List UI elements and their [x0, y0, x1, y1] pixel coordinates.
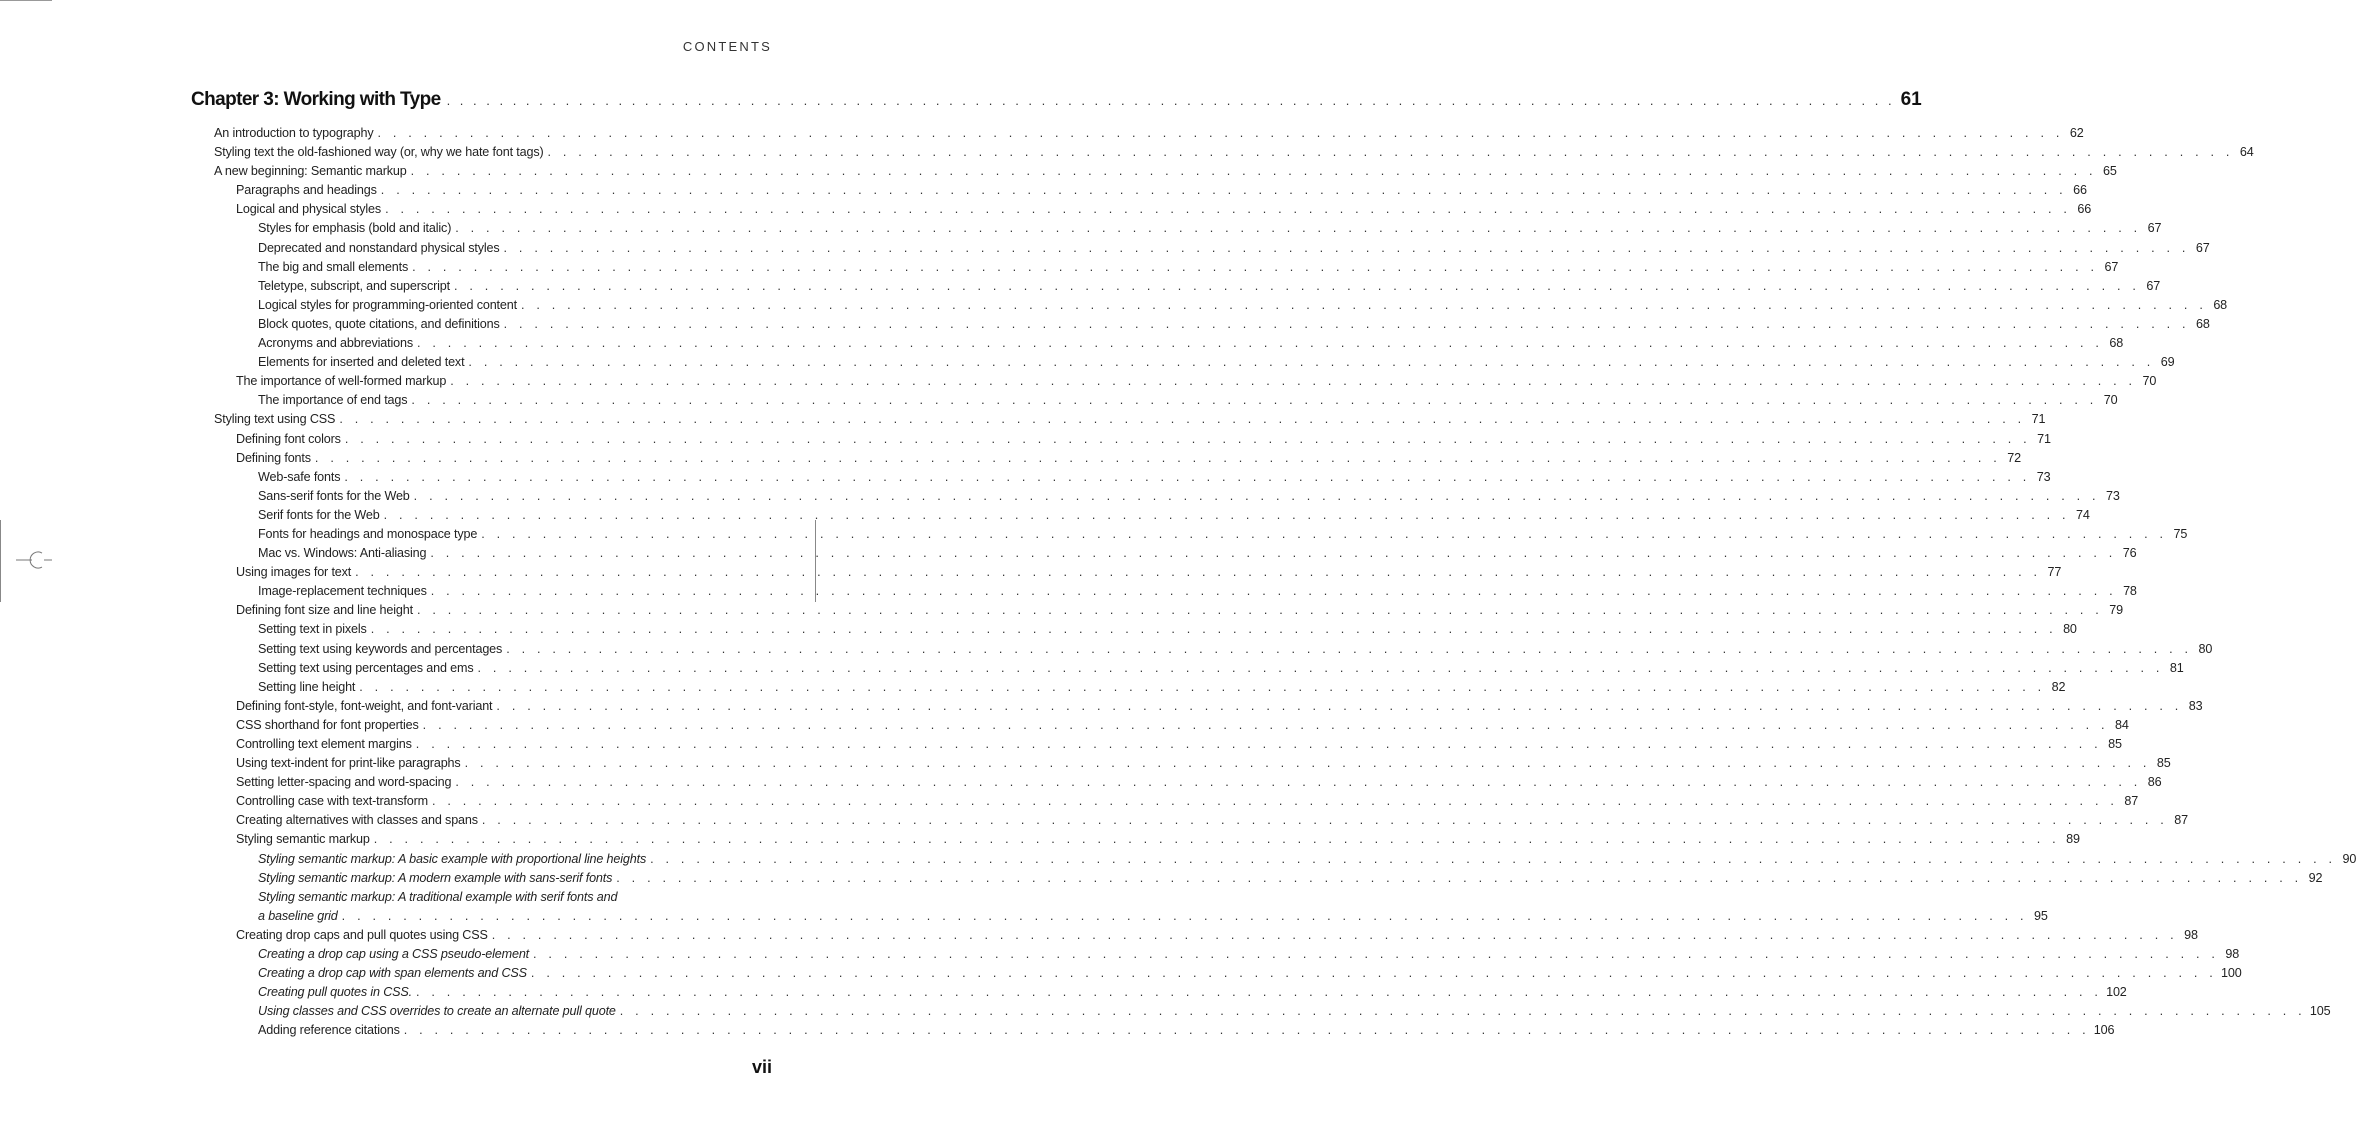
toc-entry[interactable] [214, 258, 2119, 277]
toc-entry-page-number: 84 [2115, 717, 2129, 732]
toc-entry-label: The big and small elements [258, 259, 409, 274]
toc-entry-page-number: 70 [2103, 393, 2118, 408]
toc-entry[interactable] [214, 850, 2356, 869]
toc-entry[interactable] [214, 945, 2240, 964]
toc-entry[interactable] [214, 754, 2171, 773]
toc-leader-dots: . . . . . . . . . . . . . . . . . . . . . . . . . . . . . . . . . . . . . . . . . . . . . . . . . . . . . . . . . . . . . . . . . . . . . . . . . . . . . . . . . . . . . . . . . . . . . . . . . . . . . . . . . . . . . . [416, 603, 2104, 618]
toc-leader-dots: . . . . . . . . . . . . . . . . . . . . . . . . . . . . . . . . . . . . . . . . . . . . . . . . . . . . . . . . . . . . . . . . . . . . . . . . . . . . . . . . . . . . . . . . . . . . . . . . . . . . . . . . . . . . . . [431, 794, 2119, 809]
toc-leader-dots: . . . . . . . . . . . . . . . . . . . . . . . . . . . . . . . . . . . . . . . . . . . . . . . . . . . . . . . . . . . . . . . . . . . . . . . . . . . . . . . . . . . . . . . . . . . . . . . . . . . . . . . . . . . . . . [450, 374, 2137, 389]
toc-entry-page-number: 73 [2036, 469, 2051, 484]
toc-entry-page-number: 72 [2007, 450, 2021, 465]
toc-entry[interactable] [214, 219, 2162, 238]
toc-leader-dots: . . . . . . . . . . . . . . . . . . . . . . . . . . . . . . . . . . . . . . . . . . . . . . . . . . . . . . . . . . . . . . . . . . . . . . . . . . . . . . . . . . . . . . . . . . . . . . . . . . . . . . . . . . . . . . [341, 908, 2028, 923]
toc-entry-label: Web-safe fonts [258, 469, 341, 484]
toc-entry[interactable] [214, 792, 2139, 811]
toc-entry-page-number: 69 [2160, 355, 2175, 370]
toc-entry-label: The importance of well-formed markup [236, 374, 447, 389]
toc-entry[interactable] [214, 162, 2117, 181]
toc-entry-label: Serif fonts for the Web [258, 507, 380, 522]
toc-entry-label: Teletype, subscript, and superscript [258, 278, 450, 293]
toc-entry-page-number: 67 [2147, 221, 2162, 236]
toc-leader-dots: . . . . . . . . . . . . . . . . . . . . . . . . . . . . . . . . . . . . . . . . . . . . . . . . . . . . . . . . . . . . . . . . . . . . . . . . . . . . . . . . . . . . . . . . . . . . . . . . . . . . . . . . . . . . . . [412, 259, 2099, 274]
toc-leader-dots: . . . . . . . . . . . . . . . . . . . . . . . . . . . . . . . . . . . . . . . . . . . . . . . . . . . . . . . . . . . . . . . . . . . . . . . . . . . . . . . . . . . . . . . . . . . . . . . . . . . . . . . . . . . . . . [506, 641, 2193, 656]
toc-entry-page-number: 82 [2051, 679, 2066, 694]
toc-entry[interactable] [214, 678, 2066, 697]
toc-entry-page-number: 79 [2109, 603, 2124, 618]
toc-entry[interactable] [214, 506, 2090, 525]
toc-leader-dots: . . . . . . . . . . . . . . . . . . . . . . . . . . . . . . . . . . . . . . . . . . . . . . . . . . . . . . . . . . . . . . . . . . . . . . . . . . . . . . . . . . . . . . . . . . . . . . . . . . . . . . . . . . . . . . [413, 488, 2100, 503]
toc-entry[interactable] [214, 430, 2051, 449]
toc-entry-page-number: 83 [2188, 698, 2203, 713]
toc-entry-page-number: 85 [2156, 756, 2171, 771]
toc-entry-page-number: 106 [2093, 1023, 2115, 1038]
toc-entry-label: Styling text using CSS [214, 412, 336, 427]
toc-leader-dots: . . . . . . . . . . . . . . . . . . . . . . . . . . . . . . . . . . . . . . . . . . . . . . . . . . . . . . . . . . . . . . . . . . . . . . . . . . . . . . . . . . . . . . . . . . . . . . . . . . . . . . . . . . . . . . [616, 870, 2303, 885]
toc-leader-dots: . . . . . . . . . . . . . . . . . . . . . . . . . . . . . . . . . . . . . . . . . . . . . . . . . . . . . . . . . . . . . . . . . . . . . . . . . . . . . . . . . . . . . . . . . . . . . . . . . . . . . . . . . . . . . . [481, 526, 2168, 541]
toc-leader-dots: . . . . . . . . . . . . . . . . . . . . . . . . . . . . . . . . . . . . . . . . . . . . . . . . . . . . . . . . . . . . . . . . . . . . . . . . . . . . . . . . . . . . . . . . . . . . . . . . . . . . . . . . . . . . . . [411, 393, 2098, 408]
toc-entry[interactable] [214, 372, 2157, 391]
toc-entry[interactable] [214, 716, 2129, 735]
toc-entry[interactable] [214, 582, 2137, 601]
toc-leader-dots: . . . . . . . . . . . . . . . . . . . . . . . . . . . . . . . . . . . . . . . . . . . . . . . . . . . . . . . . . . . . . . . . . . . . . . . . . . . . . . . . . . . . . . . . . . . . . . . . . . . . . . . . . . . . . . [491, 927, 2178, 942]
toc-entry-page-number: 76 [2122, 546, 2137, 561]
toc-entry-page-number: 67 [2104, 259, 2119, 274]
toc-entry-label: Adding reference citations [258, 1023, 400, 1038]
toc-entry[interactable] [214, 1002, 2331, 1021]
toc-entry[interactable] [214, 449, 2021, 468]
toc-entry-label: Setting letter-spacing and word-spacing [236, 775, 452, 790]
toc-entry-page-number: 102 [2106, 985, 2127, 1000]
toc-leader-dots: . . . . . . . . . . . . . . . . . . . . . . . . . . . . . . . . . . . . . . . . . . . . . . . . . . . . . . . . . . . . . . . . . . . . . . . . . . . . . . . . . . . . . . . . . . . . . . . . . . . . . . . . . . . . . . [455, 221, 2142, 236]
toc-entry[interactable] [214, 907, 2048, 926]
toc-leader-dots: . . . . . . . . . . . . . . . . . . . . . . . . . . . . . . . . . . . . . . . . . . . . . . . . . . . . . . . . . . . . . . . . . . . . . . . . . . . . . . . . . . . . . . . . . . . . . . . . . . . . . . . . . . . . . . [530, 966, 2217, 981]
toc-entry-label: Paragraphs and headings [236, 183, 377, 198]
toc-entry-label: Setting text using percentages and ems [258, 660, 474, 675]
toc-entry-page-number: 67 [2146, 278, 2161, 293]
toc-entry-page-number: 105 [2309, 1004, 2331, 1019]
toc-entry[interactable] [214, 143, 2254, 162]
toc-leader-dots: . . . . . . . . . . . . . . . . . . . . . . . . . . . . . . . . . . . . . . . . . . . . . . . . . . . . . . . . . . . . . . . . . . . . . . . . . . . . . . . . . . . . . . . . . . . . . . . . . . . . . . . . . . . . . . [503, 240, 2190, 255]
toc-entry-label: Styling semantic markup: A modern example with sans-serif fonts [258, 870, 613, 885]
toc-entry-label: The importance of end tags [258, 393, 408, 408]
toc-entry-label: Setting text using keywords and percentages [258, 641, 503, 656]
toc-entry-page-number: 95 [2034, 908, 2048, 923]
toc-entry[interactable] [214, 697, 2203, 716]
toc-entry-page-number: 98 [2184, 927, 2198, 942]
toc-leader-dots: . . . . . . . . . . . . . . . . . . . . . . . . . . . . . . . . . . . . . . . . . . . . . . . . . . . . . . . . . . . . . . . . . . . . . . . . . . . . . . . . . . . . . . . . . . . . . . . . . . . . . . . . . . . . . . [415, 737, 2102, 751]
toc-entry-page-number: 87 [2124, 794, 2139, 809]
toc-entry[interactable] [214, 277, 2161, 296]
chapter-page-number: 61 [1900, 89, 1922, 110]
toc-entry[interactable] [214, 888, 753, 907]
toc-leader-dots: . . . . . . . . . . . . . . . . . . . . . . . . . . . . . . . . . . . . . . . . . . . . . . . . . . . . . . . . . . . . . . . . . . . . . . . . . . . . . . . . . . . . . . . . . . . . . . . . . . . . . . . . . . . . . . [547, 145, 2234, 160]
toc-entry[interactable] [214, 315, 2210, 334]
toc-entry[interactable] [214, 353, 2175, 372]
toc-leader-dots: . . . . . . . . . . . . . . . . . . . . . . . . . . . . . . . . . . . . . . . . . . . . . . . . . . . . . . . . . . . . . . . . . . . . . . . . . . . . . . . . . . . . . . . . . . . . . . . . . . . . . . . . . . . . . . [377, 126, 2064, 140]
toc-entry[interactable] [214, 487, 2120, 506]
toc-entry-page-number: 89 [2066, 832, 2080, 847]
toc-leader-dots: . . . . . . . . . . . . . . . . . . . . . . . . . . . . . . . . . . . . . . . . . . . . . . . . . . . . . . . . . . . . . . . . . . . . . . . . . . . . . . . . . . . . . . . . . . . . . . . . . . . . . . . . . . . . . . [520, 297, 2208, 312]
toc-entry-label: Controlling text element margins [236, 737, 412, 751]
toc-entry[interactable] [214, 124, 2084, 143]
running-head: CONTENTS [682, 39, 772, 54]
toc-entry-label: Fonts for headings and monospace type [258, 526, 478, 541]
toc-entry-page-number: 71 [2031, 412, 2046, 427]
toc-entry-page-number: 73 [2106, 488, 2120, 503]
toc-entry-label: Creating a drop cap using a CSS pseudo-element [258, 947, 530, 962]
toc-leader-dots: . . . . . . . . . . . . . . . . . . . . . . . . . . . . . . . . . . . . . . . . . . . . . . . . . . . . . . . . . . . . . . . . . . . . . . . . . . . . . . . . . . . . . . . . . . . . . . . . . . . . . . . . . . . . . . [370, 622, 2057, 637]
chapter-heading[interactable] [191, 89, 1922, 111]
toc-leader-dots: . . . . . . . . . . . . . . . . . . . . . . . . . . . . . . . . . . . . . . . . . . . . . . . . . . . . . . . . . . . . . . . . . . . . . . . . . . . . . . . . . . . . . . . . . . . . . . . . . . . . . . . . . . . . . . [416, 985, 2103, 1000]
toc-entry[interactable] [214, 869, 2323, 888]
toc-entry-label: Styling semantic markup: A traditional example with serif fonts and [258, 889, 618, 904]
toc-entry[interactable] [214, 640, 2213, 659]
toc-entry-page-number: 62 [2069, 126, 2084, 140]
toc-entry-label: Using text-indent for print-like paragraphs [236, 756, 461, 771]
toc-entry-label: Logical and physical styles [236, 202, 382, 217]
toc-entry[interactable] [214, 620, 2077, 639]
toc-entry[interactable] [214, 926, 2198, 945]
page-edge-left [0, 520, 1, 602]
toc-leader-dots: . . . . . . . . . . . . . . . . . . . . . . . . . . . . . . . . . . . . . . . . . . . . . . . . . . . . . . . . . . . . . . . . . . . . . . . . . . . . . . . . . . . . . . . . . . . . . . . . . . . . . . . . . . . . . . [496, 698, 2183, 713]
toc-entry[interactable] [214, 334, 2124, 353]
toc-entry-label: An introduction to typography [214, 126, 374, 140]
toc-entry-label: Using images for text [236, 565, 352, 580]
toc-entry-page-number: 80 [2063, 622, 2077, 637]
toc-entry-label: Elements for inserted and deleted text [258, 355, 465, 370]
toc-entry-label: Creating drop caps and pull quotes using CSS [236, 927, 488, 942]
toc-leader-dots: . . . . . . . . . . . . . . . . . . . . . . . . . . . . . . . . . . . . . . . . . . . . . . . . . . . . . . . . . . . . . . . . . . . . . . . . . . . . . . . . . . . . . . . . . . . . . . . . . . . . . . . . . . . . . . [383, 507, 2070, 522]
toc-entry-label: Sans-serif fonts for the Web [258, 488, 410, 503]
toc-entry-page-number: 65 [2102, 164, 2117, 179]
toc-entry[interactable] [214, 391, 2118, 410]
toc-leader-dots: . . . . . . . . . . . . . . . . . . . . . . . . . . . . . . . . . . . . . . . . . . . . . . . . . . . . . . . . . . . . . . . . . . . . . . . . . . . . . . . . . . . . . . . . . . . . . . . . . . . . . . . . . . . . . . [619, 1004, 2306, 1019]
toc-entry-page-number: 77 [2047, 565, 2062, 580]
toc-leader-dots: . . . . . . . . . . . . . . . . . . . . . . . . . . . . . . . . . . . . . . . . . . . . . . . . . . . . . . . . . . . . . . . . . . . . . . . . . . . . . . . . . . . . . . . . . . . . . . . . . . . . . . . . . . . . . . [454, 278, 2141, 293]
toc-leader-dots: . . . . . . . . . . . . . . . . . . . . . . . . . . . . . . . . . . . . . . . . . . . . . . . . . . . . . . . . . . . . . . . . . . . . . . . . . . . . . . . . . . . . . . . . . . . . . . . . . . . . . . . . . . . . . . [417, 336, 2104, 351]
toc-entry[interactable] [214, 563, 2062, 582]
toc-entry-label: Acronyms and abbreviations [258, 336, 414, 351]
toc-entry-label: A new beginning: Semantic markup [214, 164, 407, 179]
toc-entry[interactable] [214, 830, 2080, 849]
toc-entry[interactable] [214, 659, 2184, 678]
toc-leader-dots: . . . . . . . . . . . . . . . . . . . . . . . . . . . . . . . . . . . . . . . . . . . . . . . . . . . . . . . . . . . . . . . . . . . . . . . . . . . . . . . . . . . . . . . . . . . . . . . . . . . . . . . . . . . . . . [380, 183, 2067, 198]
toc-entry-label: Styling semantic markup [236, 832, 370, 847]
toc-entry-label: Styling text the old-fashioned way (or, why we hate font tags) [214, 145, 544, 160]
toc-entry-label: Creating a drop cap with span elements and CSS [258, 966, 527, 981]
toc-entry-label: Using classes and CSS overrides to create an alternate pull quote [258, 1004, 616, 1019]
toc-leader-dots: . . . . . . . . . . . . . . . . . . . . . . . . . . . . . . . . . . . . . . . . . . . . . . . . . . . . . . . . . . . . . . . . . . . . . . . . . . . . . . . . . . . . . . . . . . . . . . . . . . . . . . . . . . . . . . [339, 412, 2026, 427]
toc-leader-dots: . . . . . . . . . . . . . . . . . . . . . . . . . . . . . . . . . . . . . . . . . . . . . . . . . . . . . . . . . . . . . . . . . . . . . . . . . . . . . . . . . . . . . . . . . . . . . . . . . . . . . . . . . . . . . . [468, 355, 2155, 370]
toc-leader-dots: . . . . . . . . . . . . . . . . . . . . . . . . . . . . . . . . . . . . . . . . . . . . . . . . . . . . . . . . . . . . . . . . . . . . . . . . . . . . . . . . . . . . . . . . . . . . . . . . . . . . . . . . . . . . . . [410, 164, 2097, 179]
toc-entry-label: Defining fonts [236, 450, 311, 465]
toc-entry-page-number: 67 [2195, 240, 2210, 255]
toc-entry[interactable] [214, 239, 2210, 258]
toc-leader-dots: . . . . . . . . . . . . . . . . . . . . . . . . . . . . . . . . . . . . . . . . . . . . . . . . . . . . . . . . . . . . . . . . . . . . . . . . . . . . . . . . . . . . . . . . . . . . . . . . . . . . . . . . . . . . . . [373, 832, 2060, 847]
toc-entry[interactable] [214, 811, 2188, 830]
toc-entry-page-number: 87 [2174, 813, 2188, 828]
toc-entry-label: Logical styles for programming-oriented content [258, 297, 517, 312]
toc-leader-dots: . . . . . . . . . . . . . . . . . . . . . . . . . . . . . . . . . . . . . . . . . . . . . . . . . . . . . . . . . . . . . . . . . . . . . . . . . . . . . . . . . . . . . . . . . . . . . . . . . . . . . . . . . . . . . . [314, 450, 2001, 465]
toc-leader-dots: . . . . . . . . . . . . . . . . . . . . . . . . . . . . . . . . . . . . . . . . . . . . . . . . . . . . . . . . . . . . . . . . . . . . . . . . . . . . . . . . . . . . . . . . . . . . . . . . . . . . . . . . . . . . . . [355, 565, 2042, 580]
toc-entry-label: CSS shorthand for font properties [236, 717, 419, 732]
toc-entry-page-number: 74 [2075, 507, 2090, 522]
toc-entry-page-number: 68 [2109, 336, 2124, 351]
toc-entry-page-number: 64 [2239, 145, 2254, 160]
toc-entry-label: Block quotes, quote citations, and definitions [258, 316, 500, 331]
toc-entry-page-number: 80 [2198, 641, 2213, 656]
toc-entry-label: Creating pull quotes in CSS. [258, 985, 413, 1000]
toc-entry-label: Styling semantic markup: A basic example with proportional line heights [258, 851, 647, 866]
toc-leader-dots: . . . . . . . . . . . . . . . . . . . . . . . . . . . . . . . . . . . . . . . . . . . . . . . . . . . . . . . . . . . . . . . . . . . . . . . . . . . . . . . . . . . . . . . . . . . . . . . . . . . . . . . . . . . . . . [503, 316, 2190, 331]
toc-entry-page-number: 92 [2308, 870, 2323, 885]
toc-leader-dots: . . . . . . . . . . . . . . . . . . . . . . . . . . . . . . . . . . . . . . . . . . . . . . . . . . . . . . . . . . . . . . . . . . . . . . . . . . . . . . . . . . . . . . . . . . . . . . . . . . . . . . . . . . . . . . [344, 469, 2031, 484]
toc-leader-dots: . . . . . . . . . . . . . . . . . . . . . . . . . . . . . . . . . . . . . . . . . . . . . . . . . . . . . . . . . . . . . . . . . . . . . . . . . . . . . . . . . . . . . . . . . . . . . . . . . . . . . . . . . . . . . . [422, 717, 2109, 732]
toc-entry-label: Image-replacement techniques [258, 584, 427, 599]
toc-entry[interactable] [214, 410, 2046, 429]
toc-leader-dots: . . . . . . . . . . . . . . . . . . . . . . . . . . . . . . . . . . . . . . . . . . . . . . . . . . . . . . . . . . . . . . . . . . . . . . . . . . . . . . . . . . . . . . . . . . . . . . . . . . . . . . . . . . . . . . [344, 431, 2031, 446]
toc-leader-dots: . . . . . . . . . . . . . . . . . . . . . . . . . . . . . . . . . . . . . . . . . . . . . . . . . . . . . . . . . . . . . . . . . . . . . . . . . . . . . . . . . . . . . . . . . . . . . . . . . . . . . . . . . . . . . . [430, 584, 2117, 599]
registration-mark-icon [16, 548, 52, 572]
toc-entry-label: Defining font-style, font-weight, and font-variant [236, 698, 493, 713]
toc-leader-dots: . . . . . . . . . . . . . . . . . . . . . . . . . . . . . . . . . . . . . . . . . . . . . . . . . . . . . . . . . . . . . . . . . . . . . . . . . . . . . . . . . . . . . . . . . . . . . . . . . . . . . . . . . . . . . . [430, 546, 2117, 561]
toc-leader-dots: . . . . . . . . . . . . . . . . . . . . . . . . . . . . . . . . . . . . . . . . . . . . . . . . . . . . . . . . . . . . . . . . . . . . . . . . . . . . . . . . . . . . . . . . . . . . . . . . . . . . . . . . . . . . . . [359, 679, 2046, 694]
toc-entry-page-number: 78 [2123, 584, 2137, 599]
toc-leader-dots: . . . . . . . . . . . . . . . . . . . . . . . . . . . . . . . . . . . . . . . . . . . . . . . . . . . . . . . . . . . . . . . . . . . . . . . . . . . . . . . . . . . . . . . . . . . . . . . . . . . . . . . . . . . . . . [650, 851, 2337, 866]
toc-entry-page-number: 90 [2342, 851, 2356, 866]
toc-list [214, 124, 2356, 1041]
toc-entry[interactable] [214, 964, 2242, 983]
toc-entry-page-number: 66 [2077, 202, 2092, 217]
toc-entry-page-number: 70 [2142, 374, 2157, 389]
toc-leader-dots: . . . . . . . . . . . . . . . . . . . . . . . . . . . . . . . . . . . . . . . . . . . . . . . . . . . . . . . . . . . . . . . . . . . . . . . . . . . . . . . . . . . . . . . . . . . . . . . . . . . . . . . . . . . . . . [464, 756, 2151, 771]
toc-entry-label: Mac vs. Windows: Anti-aliasing [258, 546, 427, 561]
toc-entry-label: Setting line height [258, 679, 356, 694]
toc-entry-label: Styles for emphasis (bold and italic) [258, 221, 452, 236]
toc-entry[interactable] [214, 296, 2228, 315]
toc-entry-label: Defining font colors [236, 431, 341, 446]
toc-leader-dots: . . . . . . . . . . . . . . . . . . . . . . . . . . . . . . . . . . . . . . . . . . . . . . . . . . . . . . . . . . . . . . . . . . . . . . . . . . . . . . . . . . . . . . . . . . . . . . . . . . . . . . . . . . . . . . [385, 202, 2072, 217]
toc-entry-label: a baseline grid [258, 908, 338, 923]
toc-leader-dots: . . . . . . . . . . . . . . . . . . . . . . . . . . . . . . . . . . . . . . . . . . . . . . . . . . . . . . . . . . . . . . . . . . . . . . . . . . . . . . . . . . . . . . . . . . . . . . . . . . . . . . . . . . . . . . [455, 775, 2142, 790]
toc-entry-page-number: 100 [2221, 966, 2242, 981]
chapter-title: Chapter 3: Working with Type [191, 89, 441, 110]
toc-entry[interactable] [214, 468, 2051, 487]
toc-entry-page-number: 68 [2213, 297, 2228, 312]
toc-entry[interactable] [214, 181, 2087, 200]
toc-leader-dots: . . . . . . . . . . . . . . . . . . . . . . . . . . . . . . . . . . . . . . . . . . . . . . . . . . . . . . . . . . . . . . . . . . . . . . . . . . . . . . . . . . . . . . . . . . . . . . . . . . . . . . . . . . . . . . [477, 660, 2164, 675]
crop-mark-top [0, 0, 52, 1]
toc-leader-dots: . . . . . . . . . . . . . . . . . . . . . . . . . . . . . . . . . . . . . . . . . . . . . . . . . . . . . . . . . . . . . . . . . . . . . . . . . . . . . . . . . . . . . . . . . . . . . . . . . . . . . . . . . . . . . . [403, 1023, 2090, 1038]
toc-entry[interactable] [214, 773, 2162, 792]
toc-entry-page-number: 81 [2169, 660, 2184, 675]
toc-entry-page-number: 98 [2225, 947, 2240, 962]
toc-entry[interactable] [214, 525, 2188, 544]
toc-entry[interactable] [214, 735, 2122, 754]
toc-entry-page-number: 85 [2108, 737, 2122, 751]
toc-entry-label: Defining font size and line height [236, 603, 413, 618]
toc-entry-label: Controlling case with text-transform [236, 794, 428, 809]
toc-entry-page-number: 86 [2147, 775, 2162, 790]
toc-entry[interactable] [214, 983, 2127, 1002]
toc-entry-page-number: 75 [2173, 526, 2188, 541]
toc-entry-page-number: 71 [2037, 431, 2051, 446]
toc-entry[interactable] [214, 601, 2124, 620]
toc-leader-dots: . . . . . . . . . . . . . . . . . . . . . . . . . . . . . . . . . . . . . . . . . . . . . . . . . . . . . . . . . . . . . . . . . . . . . . . . . . . . . . . . . . . . . . . . . . . . . . . . . . . . . . . . . . . . . . [481, 813, 2168, 828]
toc-entry[interactable] [214, 544, 2137, 563]
chapter-leader-dots: . . . . . . . . . . . . . . . . . . . . . . . . . . . . . . . . . . . . . . . . . . . . . . . . . . . . . . . . . . . . . . . . . . . . . . . . . . . . . . . . . . . . . . . . . . . . . . . . . . . . . . . . . . . . . . [446, 93, 1895, 108]
toc-entry-page-number: 66 [2073, 183, 2087, 198]
toc-leader-dots: . . . . . . . . . . . . . . . . . . . . . . . . . . . . . . . . . . . . . . . . . . . . . . . . . . . . . . . . . . . . . . . . . . . . . . . . . . . . . . . . . . . . . . . . . . . . . . . . . . . . . . . . . . . . . . [533, 947, 2220, 962]
toc-entry-page-number: 68 [2196, 316, 2210, 331]
toc-entry-label: Deprecated and nonstandard physical styles [258, 240, 500, 255]
toc-entry-label: Creating alternatives with classes and spans [236, 813, 478, 828]
page-folio: vii [751, 1057, 772, 1077]
toc-entry-label: Setting text in pixels [258, 622, 367, 637]
toc-entry[interactable] [214, 200, 2092, 219]
toc-entry[interactable] [214, 1021, 2115, 1040]
